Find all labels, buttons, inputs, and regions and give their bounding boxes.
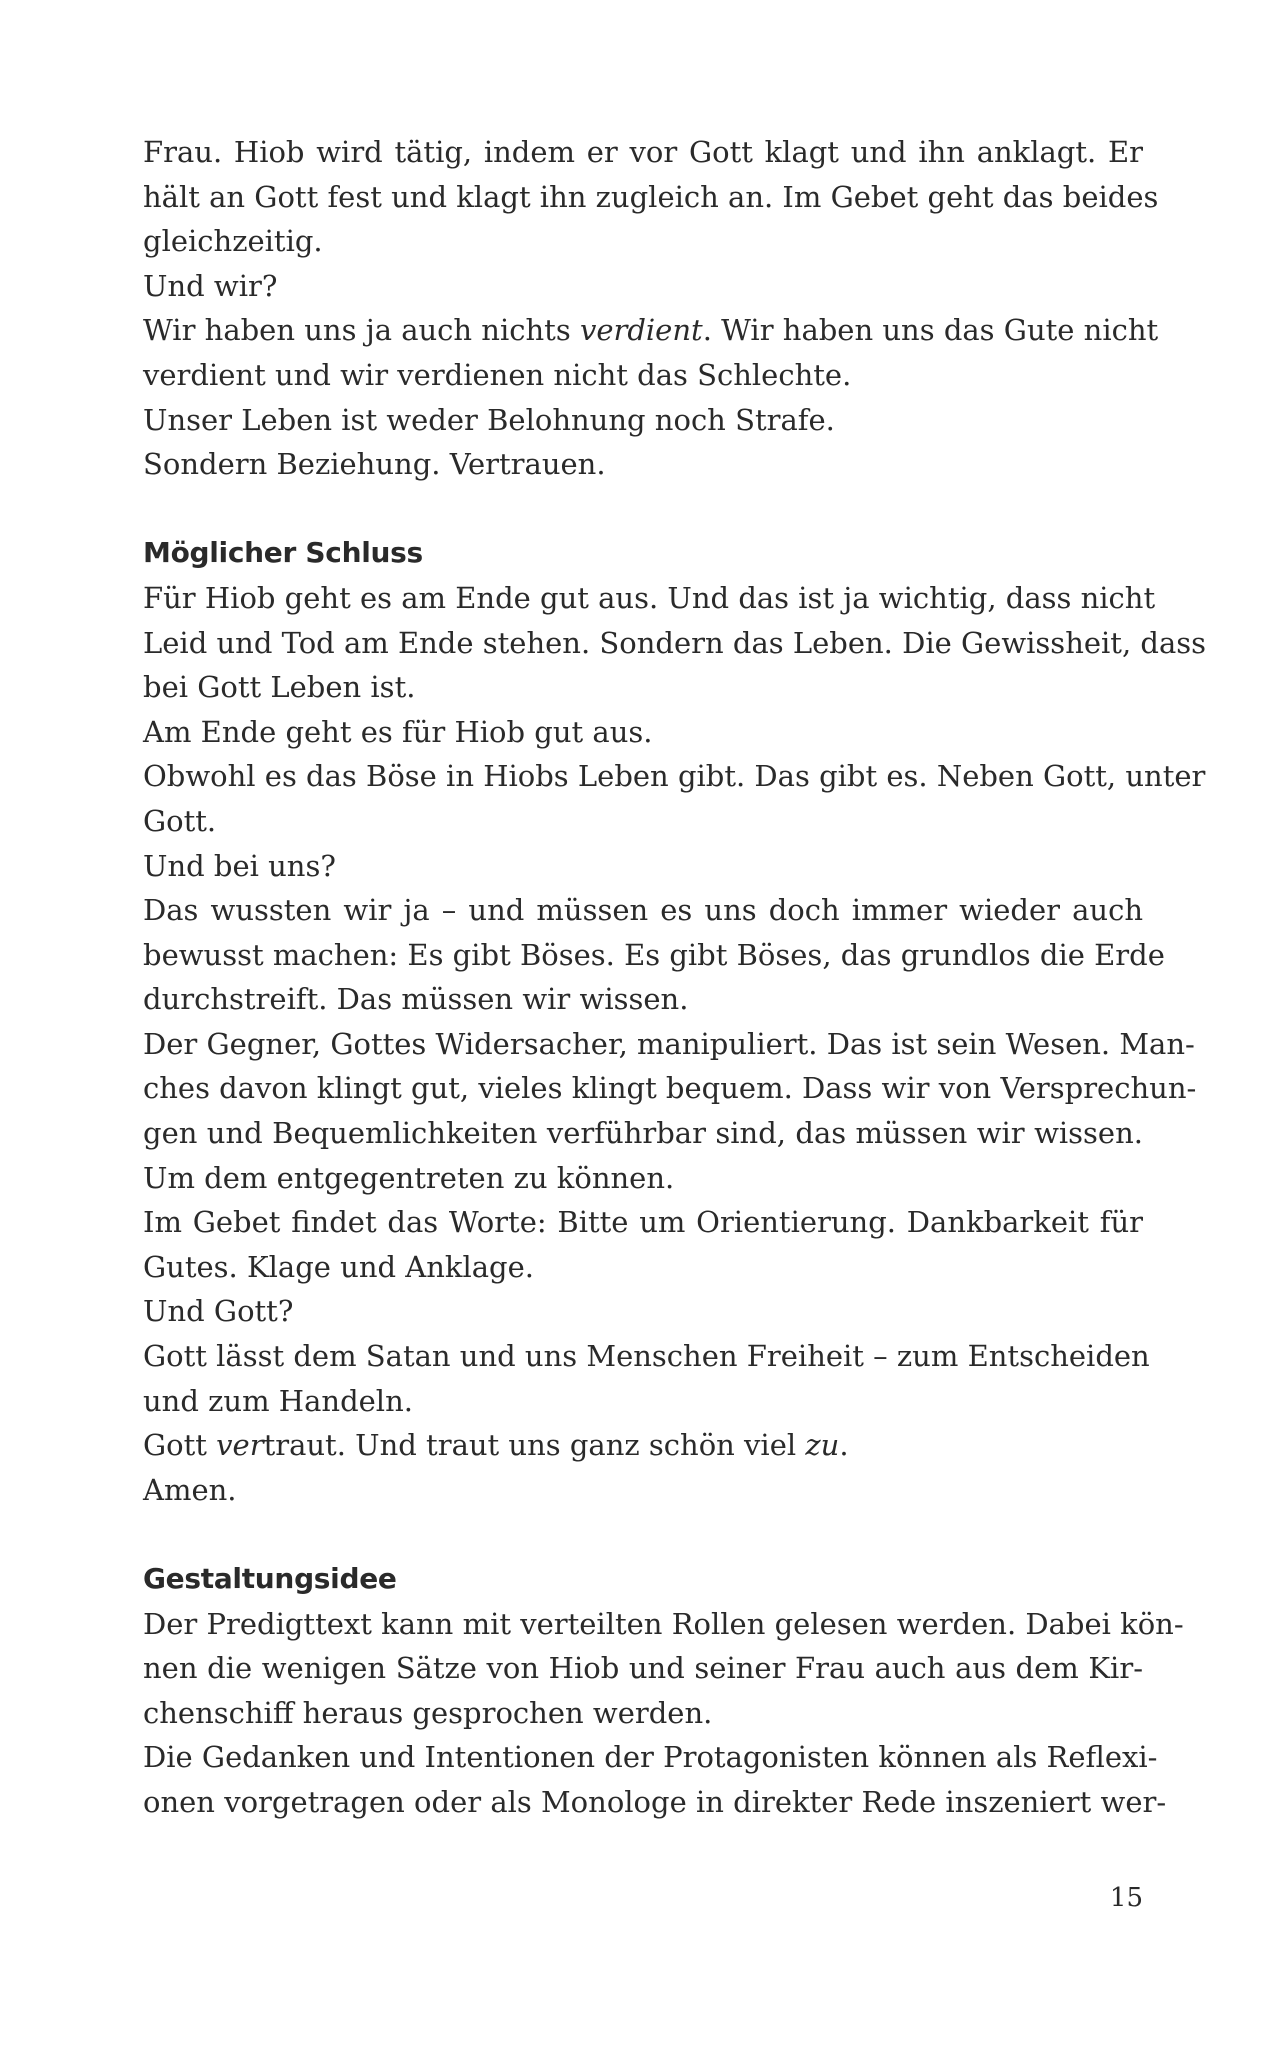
page-number: 15 xyxy=(1109,1883,1143,1913)
emphasis: verdient xyxy=(579,313,703,348)
text-line: nen die wenigen Sätze von Hiob und seiner Frau auch aus dem Kir- xyxy=(143,1651,1143,1686)
emphasis: ver xyxy=(216,1428,264,1463)
text-line: Obwohl es das Böse in Hiobs Leben gibt. Das gibt es. Neben Gott, unter xyxy=(143,759,1206,794)
text-line: Unser Leben ist weder Belohnung noch Strafe. xyxy=(143,402,835,437)
section-gap xyxy=(143,487,1143,532)
text-line: ches davon klingt gut, vieles klingt bequem. Dass wir von Versprechun- xyxy=(143,1071,1197,1106)
text-line: Die Gedanken und Intentionen der Protagonisten können als Reflexi- xyxy=(143,1740,1158,1775)
page-body xyxy=(143,130,1207,1825)
text-line: Und bei uns? xyxy=(143,848,336,883)
text-line: Frau. Hiob wird tätig, indem er vor Gott klagt und ihn anklagt. Er xyxy=(143,135,1143,169)
text-line: Am Ende geht es für Hiob gut aus. xyxy=(143,714,653,749)
text-line: gen und Bequemlichkeiten verführbar sind, das müssen wir wissen. xyxy=(143,1116,1143,1151)
text-line: Für Hiob geht es am Ende gut aus. Und das ist ja wichtig, dass nicht xyxy=(143,580,1156,615)
text-line: Leid und Tod am Ende stehen. Sondern das Leben. Die Gewissheit, dass xyxy=(143,625,1207,660)
text-line: Amen. xyxy=(143,1472,237,1507)
text-line: Der Gegner, Gottes Widersacher, manipuliert. Das ist sein Wesen. Man- xyxy=(143,1026,1195,1061)
text-line: Und wir? xyxy=(143,268,278,303)
text-line: Gott. xyxy=(143,803,217,838)
text-line: Gutes. Klage und Anklage. xyxy=(143,1249,534,1284)
text-line: onen vorgetragen oder als Monologe in direkter Rede inszeniert wer- xyxy=(143,1784,1167,1819)
section-gap xyxy=(143,1512,1143,1557)
text-line: verdient und wir verdienen nicht das Schlechte. xyxy=(143,357,852,392)
text-line xyxy=(143,308,1159,353)
text-line: Das wussten wir ja – und müssen es uns doch immer wieder auch xyxy=(143,893,1143,928)
text-line: und zum Handeln. xyxy=(143,1383,413,1418)
text-line: bewusst machen: Es gibt Böses. Es gibt Böses, das grundlos die Erde xyxy=(143,937,1165,972)
emphasis: zu xyxy=(805,1428,840,1463)
text-line: durchstreift. Das müssen wir wissen. xyxy=(143,982,689,1017)
text-fragment: . Wir haben uns das Gute nicht xyxy=(702,313,1159,348)
text-line: Im Gebet findet das Worte: Bitte um Orientierung. Dankbarkeit für xyxy=(143,1205,1143,1240)
section-heading-schluss: Möglicher Schluss xyxy=(143,536,423,570)
text-line: Und Gott? xyxy=(143,1294,294,1329)
text-fragment: Gott xyxy=(143,1428,217,1463)
text-fragment: Wir haben uns ja auch nichts xyxy=(143,313,580,348)
text-line: hält an Gott fest und klagt ihn zugleich an. Im Gebet geht das beides xyxy=(143,179,1159,214)
text-fragment: traut. Und traut uns ganz schön viel xyxy=(263,1428,806,1463)
text-line: bei Gott Leben ist. xyxy=(143,670,416,705)
text-line: Sondern Beziehung. Vertrauen. xyxy=(143,447,606,482)
text-line: Gott lässt dem Satan und uns Menschen Freiheit – zum Entscheiden xyxy=(143,1339,1150,1374)
text-fragment: . xyxy=(839,1428,849,1463)
section-heading-gestaltung: Gestaltungsidee xyxy=(143,1562,397,1595)
text-line: gleichzeitig. xyxy=(143,224,323,259)
text-line: Der Predigttext kann mit verteilten Rollen gelesen werden. Dabei kön- xyxy=(143,1606,1184,1641)
text-line: Um dem entgegentreten zu können. xyxy=(143,1160,675,1195)
text-line xyxy=(143,1423,1143,1468)
text-line: chenschiff heraus gesprochen werden. xyxy=(143,1695,713,1730)
